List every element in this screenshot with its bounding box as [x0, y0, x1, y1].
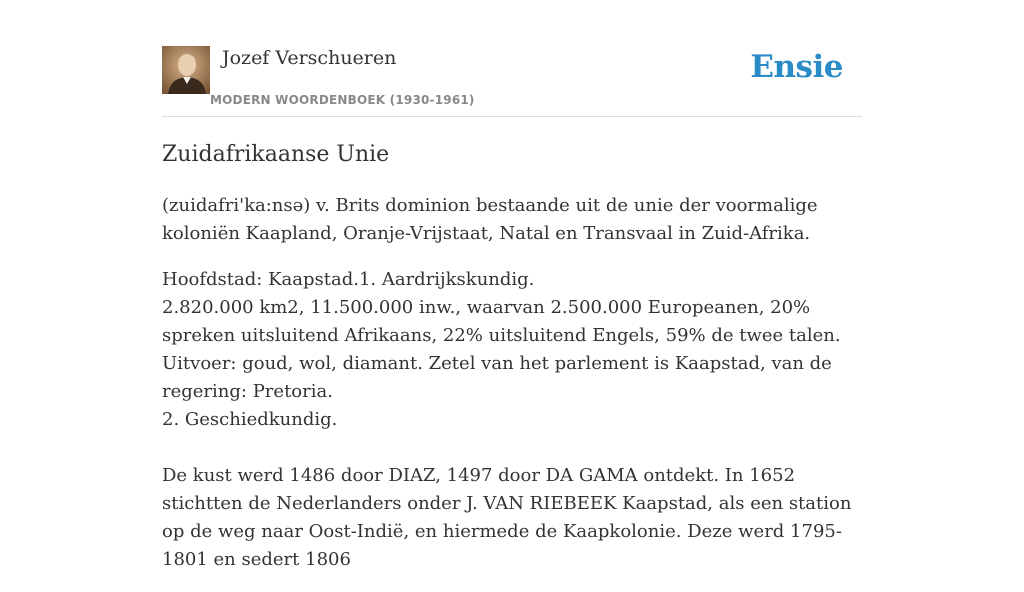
article-header	[162, 46, 862, 117]
ensie-logo[interactable]: Ensie	[750, 49, 843, 85]
article-paragraph: Hoofdstad: Kaapstad.1. Aardrijkskundig. 2.820.000 km2, 11.500.000 inw., waarvan 2.500.000 Europeanen, 20% spreken uitsluitend Afrikaans, 22% uitsluitend Engels, 59% de twee talen. Uitvoer: goud, wol, diamant. Zetel van het parlement is Kaapstad, van de regering: Pretoria. 2. Geschiedkundig. De kust werd 1486 door DIAZ, 1497 door DA GAMA ontdekt. In 1652 stichtten de Nederlanders onder J. VAN RIEBEEK Kaapstad, als een station op de weg naar Oost-Indië, en hiermede de Kaapkolonie. Deze werd 1795-1801 en sedert 1806	[162, 269, 852, 570]
article-title: Zuidafrikaanse Unie	[162, 142, 390, 167]
author-name[interactable]: Jozef Verschueren	[222, 47, 397, 69]
article-content	[162, 140, 862, 592]
article-paragraph: (zuidafri'ka:nsə) v. Brits dominion bestaande uit de unie der voormalige koloniën Kaapland, Oranje-Vrijstaat, Natal en Transvaal in Zuid-Afrika.	[162, 195, 818, 244]
author-portrait-icon	[162, 46, 210, 94]
author-avatar[interactable]	[162, 46, 210, 94]
source-label[interactable]: MODERN WOORDENBOEK (1930-1961)	[210, 93, 475, 107]
